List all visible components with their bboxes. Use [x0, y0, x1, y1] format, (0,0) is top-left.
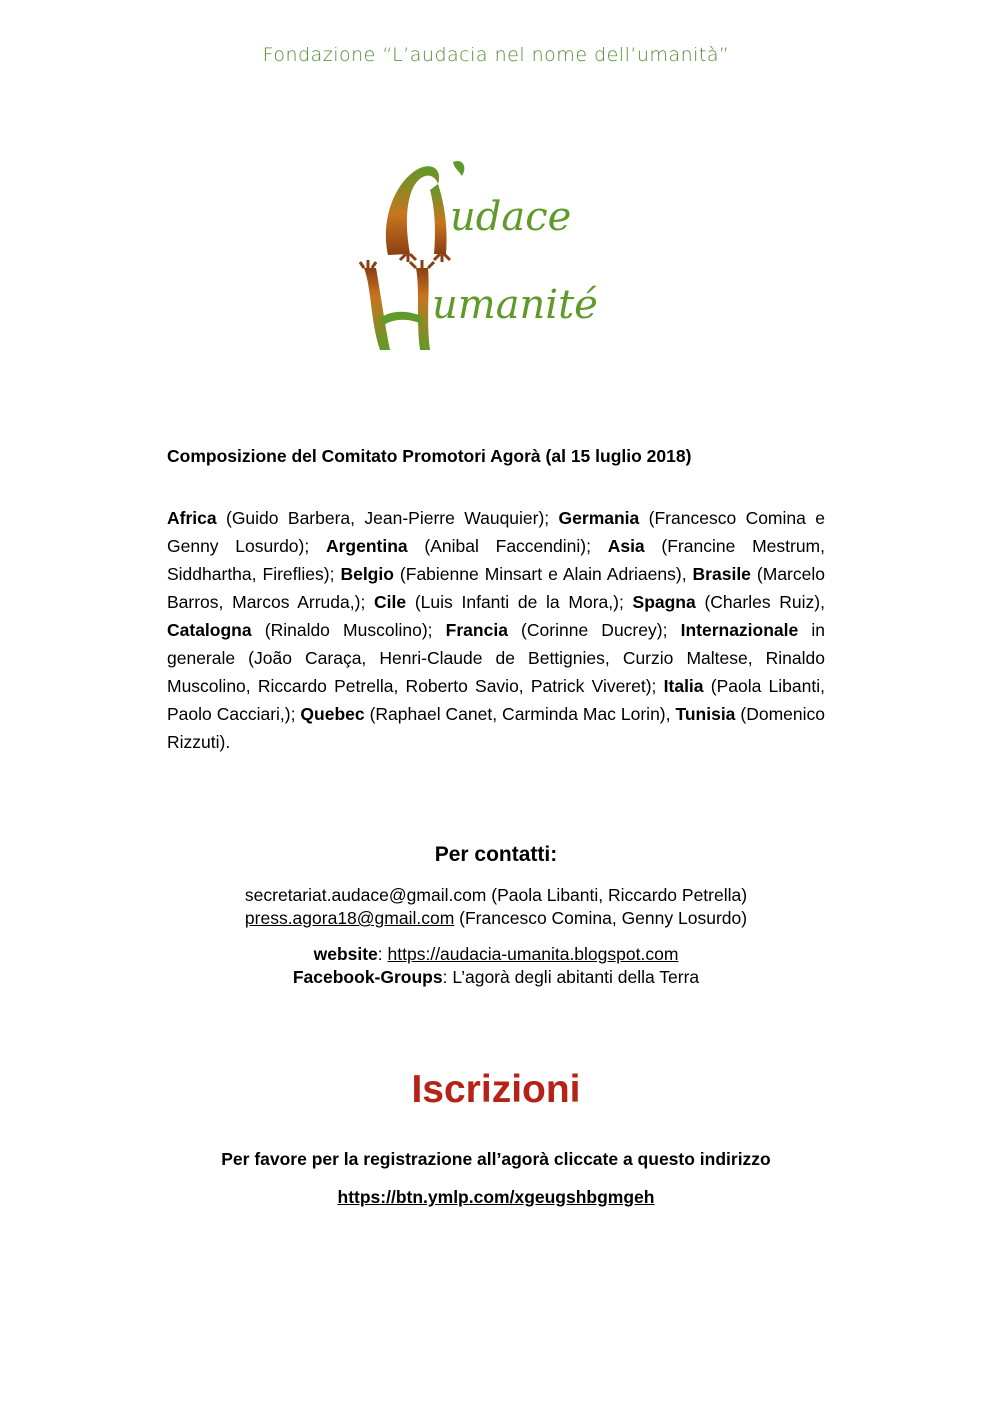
registration-title: Iscrizioni [411, 1068, 581, 1111]
logo-word-humanite: umanité [432, 282, 598, 328]
website-link[interactable]: https://audacia-umanita.blogspot.com [387, 944, 679, 964]
website-label: website [313, 944, 378, 964]
region-members: (Raphael Canet, Carminda Mac Lorin), [364, 704, 676, 724]
region-members: (Francine Mestrum, Siddhartha, Fireflies); [167, 536, 825, 584]
region-members: (Paola Libanti, Paolo Cacciari,); [167, 676, 825, 724]
secretariat-contacts: (Paola Libanti, Riccardo Petrella) [486, 885, 748, 905]
region-members: (Anibal Faccendini); [407, 536, 608, 556]
region-members: (Charles Ruiz), [695, 592, 825, 612]
region-name: Internazionale [680, 620, 799, 640]
press-email-link[interactable]: press.agora18@gmail.com [244, 908, 455, 928]
secretariat-email[interactable]: secretariat.audace@gmail.com [244, 885, 487, 905]
region-name: Catalogna [167, 620, 252, 640]
region-name: Argentina [325, 536, 408, 556]
contact-emails [0, 884, 992, 930]
facebook-group-name: : L’agorà degli abitanti della Terra [442, 967, 700, 987]
region-members: (Rinaldo Muscolino); [251, 620, 446, 640]
region-name: Cile [374, 592, 407, 612]
contact-line-secretariat [0, 884, 992, 907]
web-links [0, 943, 992, 989]
foundation-header: Fondazione “L’audacia nel nome dell’umanità” [262, 44, 730, 66]
committee-members-paragraph [167, 504, 825, 756]
region-name: Italia [663, 676, 704, 696]
region-name: Brasile [692, 564, 751, 584]
contacts-title: Per contatti: [434, 843, 558, 866]
region-members: (Luis Infanti de la Mora,); [406, 592, 633, 612]
region-members: (Francesco Comina e Genny Losurdo); [167, 508, 825, 556]
contact-line-press [0, 907, 992, 930]
press-contacts: (Francesco Comina, Genny Losurdo) [454, 908, 748, 928]
registration-link[interactable]: https://btn.ymlp.com/xgeugshbgmgeh [337, 1187, 655, 1207]
logo-word-audace: udace [450, 194, 572, 240]
registration-instructions: Per favore per la registrazione all’agorà cliccate a questo indirizzo [221, 1149, 771, 1169]
facebook-label: Facebook-Groups [292, 967, 443, 987]
region-name: Quebec [300, 704, 365, 724]
facebook-line [0, 966, 992, 989]
website-line: website: https://audacia-umanita.blogspot.com [313, 944, 679, 964]
region-members: (Domenico Rizzuti). [167, 704, 825, 752]
region-members: (Marcelo Barros, Marcos Arruda,); [167, 564, 825, 612]
region-name: Belgio [340, 564, 394, 584]
region-name: Tunisia [675, 704, 736, 724]
region-name: Africa [167, 508, 217, 528]
region-name: Spagna [632, 592, 696, 612]
region-members: (Guido Barbera, Jean-Pierre Wauquier); [216, 508, 559, 528]
region-members: (Corinne Ducrey); [507, 620, 681, 640]
committee-title: Composizione del Comitato Promotori Agorà (al 15 luglio 2018) [167, 446, 692, 466]
region-name: Asia [607, 536, 645, 556]
region-name: Germania [558, 508, 640, 528]
region-members: in generale (João Caraça, Henri-Claude de Bettignies, Curzio Maltese, Rinaldo Muscolino, Riccardo Petrella, Roberto Savio, Patrick Viveret); [167, 620, 826, 696]
region-name: Francia [445, 620, 508, 640]
audace-humanite-logo [350, 150, 610, 365]
region-members: (Fabienne Minsart e Alain Adriaens), [393, 564, 693, 584]
